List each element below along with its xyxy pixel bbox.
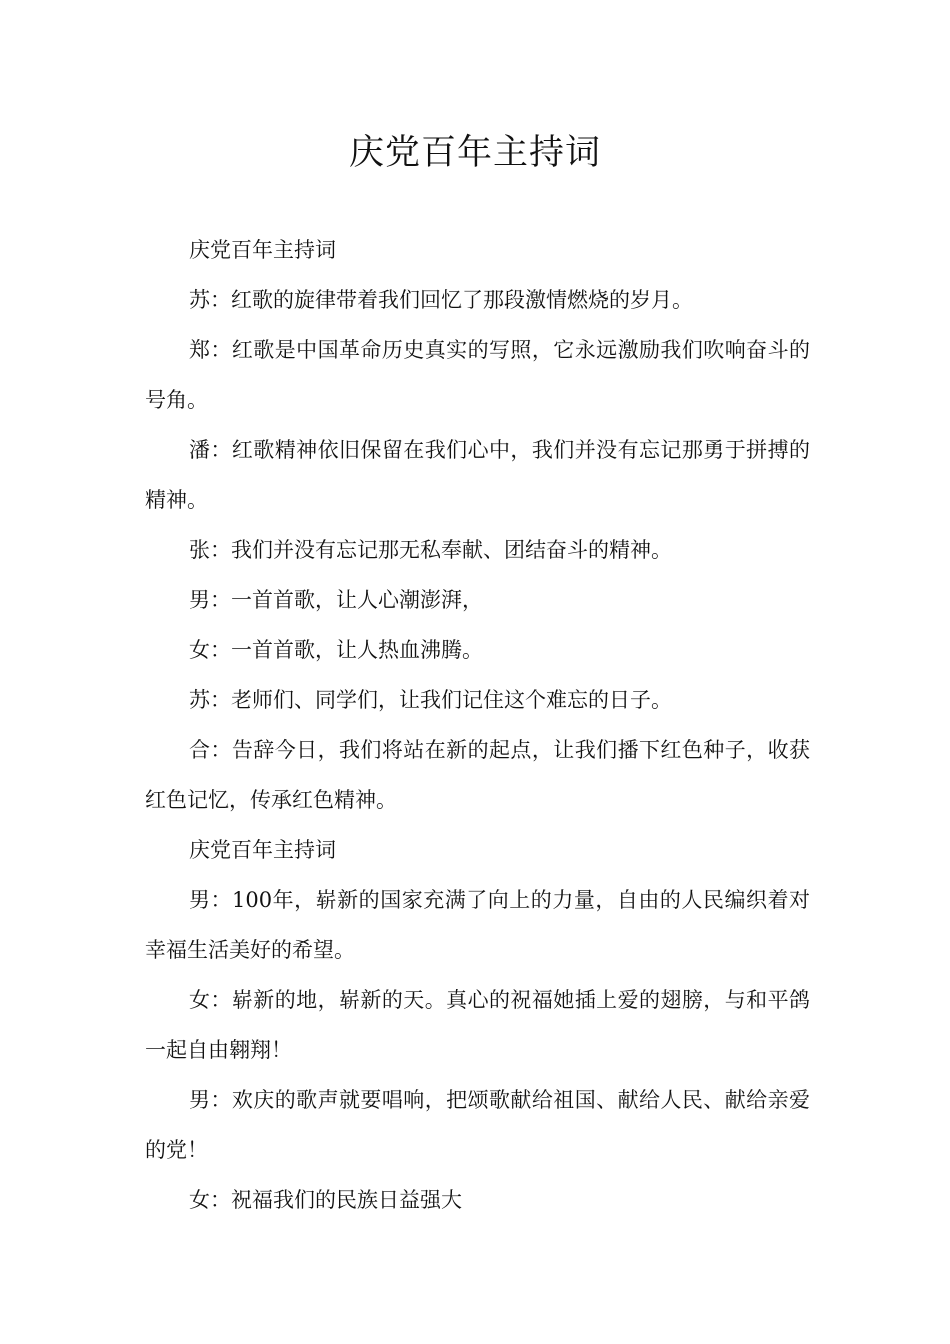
paragraph: 潘：红歌精神依旧保留在我们心中，我们并没有忘记那勇于拼搏的精神。 bbox=[145, 438, 810, 512]
paragraph: 女：崭新的地，崭新的天。真心的祝福她插上爱的翅膀，与和平鸽一起自由翱翔！ bbox=[145, 988, 810, 1062]
paragraph: 苏：老师们、同学们，让我们记住这个难忘的日子。 bbox=[189, 688, 672, 712]
paragraph: 男：100年，崭新的国家充满了向上的力量，自由的人民编织着对幸福生活美好的希望。 bbox=[145, 888, 810, 962]
paragraph: 男：一首首歌，让人心潮澎湃， bbox=[189, 588, 483, 612]
paragraph: 男：欢庆的歌声就要唱响，把颂歌献给祖国、献给人民、献给亲爱的党！ bbox=[145, 1088, 810, 1162]
document-title: 庆党百年主持词 bbox=[348, 133, 601, 173]
paragraph: 女：一首首歌，让人热血沸腾。 bbox=[189, 638, 483, 662]
paragraph: 郑：红歌是中国革命历史真实的写照，它永远激励我们吹响奋斗的号角。 bbox=[145, 338, 810, 412]
document-body bbox=[145, 225, 810, 1225]
paragraph: 庆党百年主持词 bbox=[189, 838, 336, 862]
paragraph: 女：祝福我们的民族日益强大 bbox=[189, 1188, 462, 1212]
paragraph: 张：我们并没有忘记那无私奉献、团结奋斗的精神。 bbox=[189, 538, 672, 562]
paragraph: 合：告辞今日，我们将站在新的起点，让我们播下红色种子，收获红色记忆，传承红色精神。 bbox=[145, 738, 810, 812]
paragraph: 庆党百年主持词 bbox=[189, 238, 336, 262]
paragraph: 苏：红歌的旋律带着我们回忆了那段激情燃烧的岁月。 bbox=[189, 288, 693, 312]
